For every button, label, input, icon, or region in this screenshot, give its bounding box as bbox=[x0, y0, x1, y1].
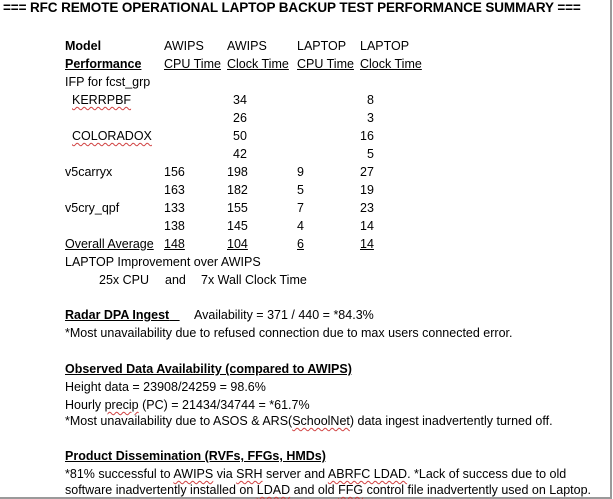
header-awips-clock: Clock Time bbox=[227, 57, 289, 71]
header-awips-1: AWIPS bbox=[164, 39, 204, 53]
cell-laptop-clock: 14 bbox=[360, 219, 374, 233]
ifp-label: IFP for fcst_grp bbox=[65, 75, 151, 89]
cell-laptop-clock: 8 bbox=[367, 93, 374, 107]
row-label: v5cry_qpf bbox=[65, 201, 120, 215]
overall-laptop-clock: 14 bbox=[360, 237, 374, 251]
cell-awips-clock: 42 bbox=[233, 147, 247, 161]
cell-awips-clock: 145 bbox=[227, 219, 248, 233]
observed-height: Height data = 23908/24259 = 98.6% bbox=[65, 380, 266, 394]
header-laptop-cpu: CPU Time bbox=[297, 57, 354, 71]
header-awips-2: AWIPS bbox=[227, 39, 267, 53]
cell-laptop-clock: 19 bbox=[360, 183, 374, 197]
cell-laptop-clock: 3 bbox=[367, 111, 374, 125]
observed-heading: Observed Data Availability (compared to AWIPS) bbox=[65, 362, 352, 376]
product-line-2: software inadvertently installed on LDAD and old FFG control file inadvertently used on Laptop. bbox=[65, 483, 592, 497]
cell-laptop-cpu: 4 bbox=[297, 219, 304, 233]
cell-awips-clock: 198 bbox=[227, 165, 248, 179]
cell-laptop-clock: 23 bbox=[360, 201, 374, 215]
row-label: v5carryx bbox=[65, 165, 113, 179]
cell-awips-clock: 155 bbox=[227, 201, 248, 215]
improvement-and: and bbox=[165, 273, 186, 287]
radar-heading: Radar DPA Ingest bbox=[65, 308, 170, 322]
cell-awips-cpu: 138 bbox=[164, 219, 185, 233]
improvement-wall: 7x Wall Clock Time bbox=[201, 273, 307, 287]
header-laptop-2: LAPTOP bbox=[360, 39, 410, 53]
header-model: Model bbox=[65, 39, 102, 53]
cell-awips-clock: 50 bbox=[233, 129, 247, 143]
radar-availability: Availability = 371 / 440 = *84.3% bbox=[194, 308, 374, 322]
row-label: KERRPBF bbox=[72, 93, 132, 107]
observed-hourly: Hourly precip (PC) = 21434/34744 = *61.7% bbox=[65, 398, 310, 412]
page-title: === RFC REMOTE OPERATIONAL LAPTOP BACKUP TEST PERFORMANCE SUMMARY === bbox=[3, 0, 581, 15]
header-awips-cpu: CPU Time bbox=[164, 57, 221, 71]
cell-laptop-cpu: 5 bbox=[297, 183, 304, 197]
cell-laptop-cpu: 9 bbox=[297, 165, 304, 179]
product-line-1: *81% successful to AWIPS via SRH server and ABRFC LDAD. *Lack of success due to old bbox=[65, 467, 567, 481]
overall-laptop-cpu: 6 bbox=[297, 237, 304, 251]
cell-laptop-clock: 27 bbox=[360, 165, 374, 179]
cell-awips-clock: 182 bbox=[227, 183, 248, 197]
header-performance: Performance bbox=[65, 57, 142, 71]
cell-laptop-clock: 5 bbox=[367, 147, 374, 161]
product-heading: Product Dissemination (RVFs, FFGs, HMDs) bbox=[65, 449, 326, 463]
header-laptop-clock: Clock Time bbox=[360, 57, 422, 71]
overall-awips-clock: 104 bbox=[227, 237, 248, 251]
cell-awips-clock: 26 bbox=[233, 111, 247, 125]
overall-awips-cpu: 148 bbox=[164, 237, 185, 251]
overall-label: Overall Average bbox=[65, 237, 154, 251]
row-label: COLORADOX bbox=[72, 129, 152, 143]
radar-note: *Most unavailability due to refused connection due to max users connected error. bbox=[65, 326, 513, 340]
header-laptop-1: LAPTOP bbox=[297, 39, 347, 53]
improvement-line: LAPTOP Improvement over AWIPS bbox=[65, 255, 261, 269]
cell-awips-clock: 34 bbox=[233, 93, 247, 107]
cell-awips-cpu: 163 bbox=[164, 183, 185, 197]
improvement-cpu: 25x CPU bbox=[99, 273, 150, 287]
cell-laptop-clock: 16 bbox=[360, 129, 374, 143]
cell-laptop-cpu: 7 bbox=[297, 201, 304, 215]
observed-note: *Most unavailability due to ASOS & ARS(SchoolNet) data ingest inadvertently turned off. bbox=[65, 414, 553, 428]
cell-awips-cpu: 156 bbox=[164, 165, 185, 179]
cell-awips-cpu: 133 bbox=[164, 201, 185, 215]
